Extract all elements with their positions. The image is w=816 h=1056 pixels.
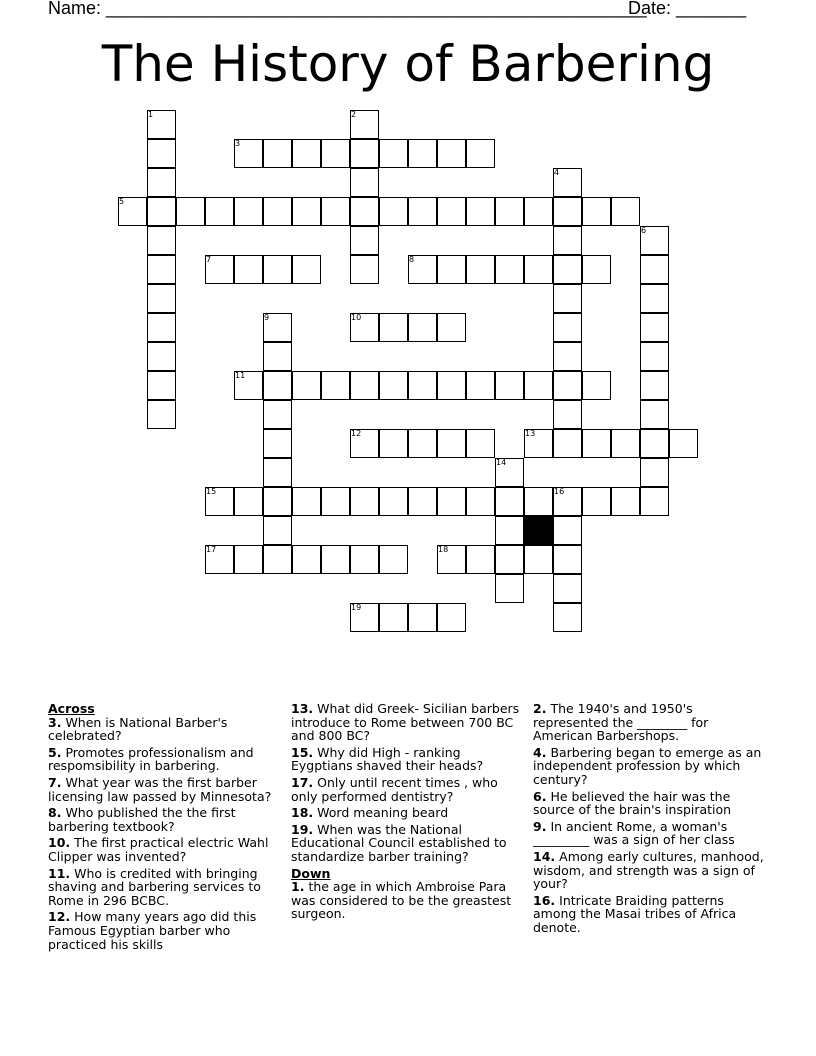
grid-cell[interactable] [292, 487, 321, 516]
grid-cell[interactable] [321, 487, 350, 516]
grid-cell[interactable] [292, 371, 321, 400]
grid-cell[interactable] [437, 429, 466, 458]
clue-item-number: 3. [48, 714, 62, 730]
grid-cell[interactable] [321, 197, 350, 226]
clue-item [48, 910, 280, 951]
grid-cell[interactable] [263, 545, 292, 574]
clue-number: 17 [206, 545, 217, 554]
grid-cell[interactable] [350, 197, 379, 226]
clue-item [533, 790, 769, 817]
grid-cell[interactable] [553, 255, 582, 284]
grid-cell[interactable] [379, 313, 408, 342]
grid-cell[interactable] [524, 255, 553, 284]
grid-cell[interactable] [263, 371, 292, 400]
grid-cell[interactable] [611, 487, 640, 516]
grid-cell[interactable] [321, 545, 350, 574]
clue-item-text: Word meaning beard [317, 805, 449, 821]
grid-cell[interactable] [147, 255, 176, 284]
clues-column-1 [48, 702, 280, 954]
grid-cell[interactable] [640, 313, 669, 342]
clue-item-number: 17. [291, 774, 314, 790]
clue-item-text: Who is credited with bringing shaving and barbering services to Rome in 296 BCBC. [48, 865, 261, 908]
clue-number: 9 [264, 313, 270, 322]
grid-cell[interactable] [263, 516, 292, 545]
clue-item [533, 702, 769, 743]
clue-item [533, 820, 769, 847]
grid-cell[interactable] [466, 487, 495, 516]
grid-cell[interactable] [466, 197, 495, 226]
clue-item-number: 8. [48, 805, 62, 821]
clue-item [48, 806, 280, 833]
grid-cell[interactable] [379, 487, 408, 516]
clue-item-text: Only until recent times , who only performed dentistry? [291, 774, 498, 804]
grid-cell[interactable] [495, 545, 524, 574]
grid-cell[interactable] [466, 371, 495, 400]
clue-item-number: 1. [291, 879, 305, 895]
grid-cell[interactable] [437, 487, 466, 516]
grid-cell[interactable] [640, 429, 669, 458]
grid-cell[interactable] [379, 603, 408, 632]
clues-column-3 [533, 702, 769, 938]
clue-number: 1 [148, 110, 154, 119]
clue-item [533, 746, 769, 787]
grid-cell[interactable] [147, 197, 176, 226]
clue-item-number: 7. [48, 774, 62, 790]
grid-cell[interactable] [553, 574, 582, 603]
clue-number: 13 [525, 429, 536, 438]
grid-cell[interactable] [379, 545, 408, 574]
clue-item-number: 13. [291, 701, 314, 716]
grid-cell[interactable] [263, 139, 292, 168]
grid-cell[interactable] [437, 603, 466, 632]
grid-cell[interactable] [582, 255, 611, 284]
grid-cell[interactable] [234, 487, 263, 516]
clue-item-number: 19. [291, 821, 314, 837]
grid-cell[interactable] [263, 255, 292, 284]
grid-cell[interactable] [466, 255, 495, 284]
grid-cell[interactable] [263, 197, 292, 226]
grid-cell[interactable] [495, 516, 524, 545]
clue-item-number: 18. [291, 805, 314, 821]
clue-item-text: The first practical electric Wahl Clipper was invented? [48, 835, 269, 864]
grid-cell[interactable] [553, 197, 582, 226]
date-field[interactable]: Date: _______ [628, 0, 747, 18]
clue-section-heading: Down [291, 865, 331, 881]
clue-item-number: 14. [533, 848, 556, 864]
blocked-cell [524, 516, 553, 545]
grid-cell[interactable] [176, 197, 205, 226]
clue-item [48, 836, 280, 863]
grid-cell[interactable] [147, 342, 176, 371]
clue-item-number: 10. [48, 835, 71, 851]
clue-item [291, 880, 523, 921]
clue-number: 4 [554, 168, 560, 177]
grid-cell[interactable] [553, 371, 582, 400]
clue-item-text: Barbering began to emerge as an independent profession by which century? [533, 744, 762, 787]
grid-cell[interactable] [408, 487, 437, 516]
clue-item-text: the age in which Ambroise Para was considered to be the greastest surgeon. [291, 879, 512, 922]
grid-cell[interactable] [234, 255, 263, 284]
grid-cell[interactable] [553, 429, 582, 458]
grid-cell[interactable] [611, 429, 640, 458]
clue-item-number: 16. [533, 892, 556, 908]
grid-cell[interactable] [350, 255, 379, 284]
grid-cell[interactable] [437, 313, 466, 342]
grid-cell[interactable] [350, 487, 379, 516]
grid-cell[interactable] [147, 313, 176, 342]
grid-cell[interactable] [524, 545, 553, 574]
clue-number: 2 [351, 110, 357, 119]
grid-cell[interactable] [408, 313, 437, 342]
grid-cell[interactable] [350, 168, 379, 197]
clue-item-text: Intricate Braiding patterns among the Masai tribes of Africa denote. [533, 892, 737, 935]
grid-cell[interactable] [553, 603, 582, 632]
grid-cell[interactable] [379, 429, 408, 458]
grid-cell[interactable] [263, 342, 292, 371]
grid-cell[interactable] [611, 197, 640, 226]
clue-number: 19 [351, 603, 362, 612]
clues-column-2 [291, 702, 523, 924]
grid-cell[interactable] [234, 545, 263, 574]
clue-item [291, 702, 523, 743]
clue-number: 12 [351, 429, 362, 438]
grid-cell[interactable] [524, 197, 553, 226]
grid-cell[interactable] [321, 139, 350, 168]
grid-cell[interactable] [147, 371, 176, 400]
grid-cell[interactable] [553, 400, 582, 429]
grid-cell[interactable] [263, 487, 292, 516]
grid-cell[interactable] [408, 371, 437, 400]
grid-cell[interactable] [553, 226, 582, 255]
grid-cell[interactable] [582, 371, 611, 400]
clue-item [48, 776, 280, 803]
clue-item-number: 5. [48, 744, 62, 760]
grid-cell[interactable] [582, 429, 611, 458]
grid-cell[interactable] [495, 371, 524, 400]
clue-item [48, 867, 280, 908]
grid-cell[interactable] [292, 197, 321, 226]
clue-item-text: Who published the the first barbering textbook? [48, 805, 236, 834]
grid-cell[interactable] [350, 139, 379, 168]
grid-cell[interactable] [582, 197, 611, 226]
grid-cell[interactable] [466, 139, 495, 168]
grid-cell[interactable] [147, 168, 176, 197]
grid-cell[interactable] [495, 255, 524, 284]
clue-item-number: 6. [533, 788, 547, 804]
grid-cell[interactable] [292, 545, 321, 574]
grid-cell[interactable] [408, 429, 437, 458]
grid-cell[interactable] [495, 197, 524, 226]
grid-cell[interactable] [379, 139, 408, 168]
clue-item [48, 716, 280, 743]
clue-item-text: Promotes professionalism and respomsibility in barbering. [48, 744, 254, 774]
clue-number: 18 [438, 545, 449, 554]
grid-cell[interactable] [640, 284, 669, 313]
grid-cell[interactable] [321, 371, 350, 400]
clue-item-number: 2. [533, 701, 547, 716]
grid-cell[interactable] [263, 400, 292, 429]
grid-cell[interactable] [379, 197, 408, 226]
grid-cell[interactable] [553, 516, 582, 545]
grid-cell[interactable] [350, 545, 379, 574]
grid-cell[interactable] [147, 400, 176, 429]
grid-cell[interactable] [263, 458, 292, 487]
clue-number: 6 [641, 226, 647, 235]
grid-cell[interactable] [466, 545, 495, 574]
clue-item-text: He believed the hair was the source of the brain's inspiration [533, 788, 732, 818]
clue-item [291, 806, 523, 820]
grid-cell[interactable] [205, 197, 234, 226]
grid-cell[interactable] [495, 574, 524, 603]
clue-number: 8 [409, 255, 415, 264]
clue-number: 5 [119, 197, 125, 206]
grid-cell[interactable] [292, 139, 321, 168]
clue-number: 10 [351, 313, 362, 322]
clue-item [533, 850, 769, 891]
clue-item-text: What did Greek- Sicilian barbers introduce to Rome between 700 BC and 800 BC? [291, 701, 520, 744]
grid-cell[interactable] [263, 429, 292, 458]
grid-cell[interactable] [408, 197, 437, 226]
grid-cell[interactable] [553, 313, 582, 342]
clue-item-text: What year was the first barber licensing law passed by Minnesota? [48, 774, 272, 804]
grid-cell[interactable] [640, 458, 669, 487]
clue-number: 3 [235, 139, 241, 148]
clue-number: 15 [206, 487, 217, 496]
clue-number: 16 [554, 487, 565, 496]
grid-cell[interactable] [234, 197, 263, 226]
clue-item-number: 12. [48, 909, 71, 925]
puzzle-title: The History of Barbering [101, 35, 715, 93]
grid-cell[interactable] [553, 545, 582, 574]
grid-cell[interactable] [640, 342, 669, 371]
grid-cell[interactable] [350, 226, 379, 255]
grid-cell[interactable] [582, 487, 611, 516]
clue-item-number: 4. [533, 744, 547, 760]
clue-item-text: When is National Barber's celebrated? [48, 714, 228, 744]
grid-cell[interactable] [147, 226, 176, 255]
clue-item [48, 746, 280, 773]
clue-item-number: 15. [291, 744, 314, 760]
name-field[interactable]: Name: ______________________________________________________ [48, 0, 647, 18]
grid-cell[interactable] [147, 139, 176, 168]
grid-cell[interactable] [408, 139, 437, 168]
clue-item [533, 894, 769, 935]
clue-item-number: 9. [533, 818, 547, 834]
clue-item [291, 746, 523, 773]
grid-cell[interactable] [640, 400, 669, 429]
grid-cell[interactable] [524, 371, 553, 400]
grid-cell[interactable] [640, 487, 669, 516]
grid-cell[interactable] [640, 371, 669, 400]
grid-cell[interactable] [408, 603, 437, 632]
clue-number: 14 [496, 458, 507, 467]
grid-cell[interactable] [466, 429, 495, 458]
clue-section-heading: Across [48, 701, 95, 716]
clue-item [291, 776, 523, 803]
grid-cell[interactable] [669, 429, 698, 458]
grid-cell[interactable] [524, 487, 553, 516]
clue-number: 7 [206, 255, 212, 264]
grid-cell[interactable] [437, 255, 466, 284]
grid-cell[interactable] [437, 371, 466, 400]
clue-item-text: In ancient Rome, a woman's _________ was a sign of her class [533, 818, 735, 848]
clue-item [291, 823, 523, 864]
grid-cell[interactable] [379, 371, 408, 400]
clue-item-text: Among early cultures, manhood, wisdom, and strength was a sign of your? [533, 848, 764, 892]
clue-number: 11 [235, 371, 246, 380]
grid-cell[interactable] [553, 342, 582, 371]
grid-cell[interactable] [640, 255, 669, 284]
clue-item-text: When was the National Educational Council established to standardize barber training? [291, 821, 507, 864]
clue-item-text: How many years ago did this Famous Egyptian barber who practiced his skills [48, 909, 257, 952]
grid-cell[interactable] [350, 371, 379, 400]
grid-cell[interactable] [147, 284, 176, 313]
clue-item-text: The 1940's and 1950's represented the ________ for American Barbershops. [533, 701, 709, 744]
clue-item-text: Why did High - ranking Eygptians shaved their heads? [291, 744, 484, 774]
clue-item-number: 11. [48, 865, 71, 881]
grid-cell[interactable] [495, 487, 524, 516]
grid-cell[interactable] [553, 284, 582, 313]
grid-cell[interactable] [437, 139, 466, 168]
grid-cell[interactable] [292, 255, 321, 284]
grid-cell[interactable] [437, 197, 466, 226]
